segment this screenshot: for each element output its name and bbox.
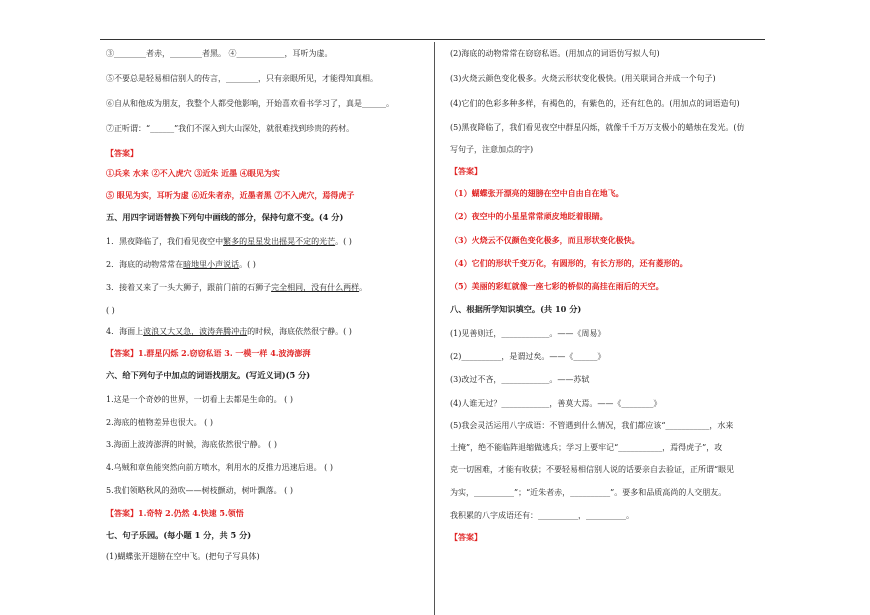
- q5-answer: 【答案】1.群星闪烁 2.窃窃私语 3. 一模一样 4.波涛澎湃: [106, 348, 311, 358]
- q8-item-5-line1: (5)我会灵活运用八字成语：不管遇到什么情况，我们都应该“___________，水来: [450, 421, 734, 430]
- q7-item-5: (5)黑夜降临了，我们看见夜空中群星闪烁，就像千千万万支极小的蜡烛在发光。(仿: [450, 123, 745, 132]
- q6-item-4: 4.乌贼和章鱼能突然向前方喷水，利用水的反推力迅速后退。 ( ): [106, 463, 333, 472]
- q8-item-3: (3)改过不吝，____________。——苏轼: [450, 375, 590, 384]
- q7-item-4: (4)它们的色彩多种多样，有褐色的，有紫色的，还有红色的。(用加点的词语造句): [450, 99, 740, 108]
- q8-item-5-line4: 为实，__________”；“近朱者赤，__________”。要多和品质高尚的人交朋友。: [450, 488, 727, 497]
- q7-answer-3: （3）火烧云不仅颜色变化极多，而且形状变化极快。: [450, 235, 640, 245]
- q5-item-2: 2．海底的动物常常在暗地里小声说话。( ): [106, 260, 256, 269]
- idiom-blank-6: ⑥自从和他成为朋友，我整个人都受他影响，开始喜欢看书学习了，真是______。: [106, 99, 394, 108]
- q8-answer-label: 【答案】: [450, 532, 482, 542]
- section-5-heading: 五、用四字词语替换下列句中画线的部分，保持句意不变。(4 分): [106, 212, 344, 222]
- answer-label: 【答案】: [106, 148, 138, 158]
- q7-answer-4: （4）它们的形状千变万化，有圆形的，有长方形的，还有菱形的。: [450, 258, 688, 268]
- q8-item-4: (4)人谁无过？____________，善莫大焉。——《________》: [450, 399, 662, 408]
- q6-answer: 【答案】1.奇特 2.仍然 4.快速 5.领悟: [106, 508, 244, 518]
- q8-item-6: 我积累的八字成语还有：__________，__________。: [450, 511, 634, 520]
- q7-item-1: (1)蝴蝶张开翅膀在空中飞。(把句子写具体): [106, 552, 260, 561]
- q7-answer-1: （1）蝴蝶张开漂亮的翅膀在空中自由自在地飞。: [450, 188, 624, 198]
- q5-item-3-blank: ( ): [106, 306, 115, 315]
- q8-item-5-line2: 土掩”，绝不能临阵退缩做逃兵；学习上要牢记“___________，焉得虎子”，攻: [450, 443, 723, 452]
- idiom-blank-5: ⑤不要总是轻易相信别人的传言，________，只有亲眼所见，才能得知真相。: [106, 74, 378, 83]
- header-rule: [100, 39, 765, 40]
- q7-item-5-cont: 写句子，注意加点的字): [450, 145, 534, 154]
- q8-item-1: (1)见善则迁，____________。——《周易》: [450, 329, 606, 338]
- q7-item-2: (2)海底的动物常常在窃窃私语。(用加点的词语仿写拟人句): [450, 49, 660, 58]
- q6-item-1: 1.这是一个奇妙的世界，一切看上去都是生命的。 ( ): [106, 395, 293, 404]
- q5-item-1: 1．黑夜降临了，我们看见夜空中繁多的星星发出摇晃不定的光芒。( ): [106, 237, 352, 246]
- q6-item-5: 5.我们领略秋风的劲吹——树枝颤动，树叶飘落。 ( ): [106, 486, 293, 495]
- q7-answer-5: （5）美丽的彩虹就像一座七彩的桥似的高挂在雨后的天空。: [450, 281, 664, 291]
- answer-line-1: ①兵来 水来 ②不入虎穴 ③近朱 近墨 ④眼见为实: [106, 168, 280, 178]
- answer-line-2: ⑤ 眼见为实，耳听为虚 ⑥近朱者赤，近墨者黑 ⑦不入虎穴，焉得虎子: [106, 190, 355, 200]
- q5-item-3: 3．接着又来了一头大狮子，跟前门前的石狮子完全相同，没有什么两样。: [106, 283, 368, 292]
- idiom-blank-3-4: ③________者赤，________者黑。 ④____________，耳听为虚。: [106, 49, 333, 58]
- q7-item-3: (3)火烧云颜色变化极多。火烧云形状变化极快。(用关联词合并成一个句子): [450, 74, 716, 83]
- q5-item-4: 4．海面上波浪又大又急，波涛奔腾冲击的时候，海底依然很宁静。( ): [106, 327, 352, 336]
- q8-item-5-line3: 克一切困难，才能有收获；不要轻易相信别人说的话要亲自去验证，正所谓“眼见: [450, 465, 735, 474]
- q6-item-3: 3.海面上波涛澎湃的时候，海底依然很宁静。 ( ): [106, 440, 277, 449]
- section-6-heading: 六、给下列句子中加点的词语找朋友。(写近义词)(5 分): [106, 370, 311, 380]
- q6-item-2: 2.海底的植物差异也很大。 ( ): [106, 418, 213, 427]
- idiom-blank-7: ⑦正听谓：“______”我们不深入到大山深处，就很难找到珍贵的药材。: [106, 124, 355, 133]
- section-8-heading: 八、根据所学知识填空。(共 10 分): [450, 304, 582, 314]
- q8-item-2: (2)__________，是谓过矣。——《______》: [450, 352, 606, 361]
- q7-answer-2: （2）夜空中的小星星常常顽皮地眨着眼睛。: [450, 211, 608, 221]
- column-divider: [434, 42, 435, 615]
- answer-label: 【答案】: [450, 166, 482, 176]
- section-7-heading: 七、句子乐园。(每小题 1 分，共 5 分): [106, 530, 252, 540]
